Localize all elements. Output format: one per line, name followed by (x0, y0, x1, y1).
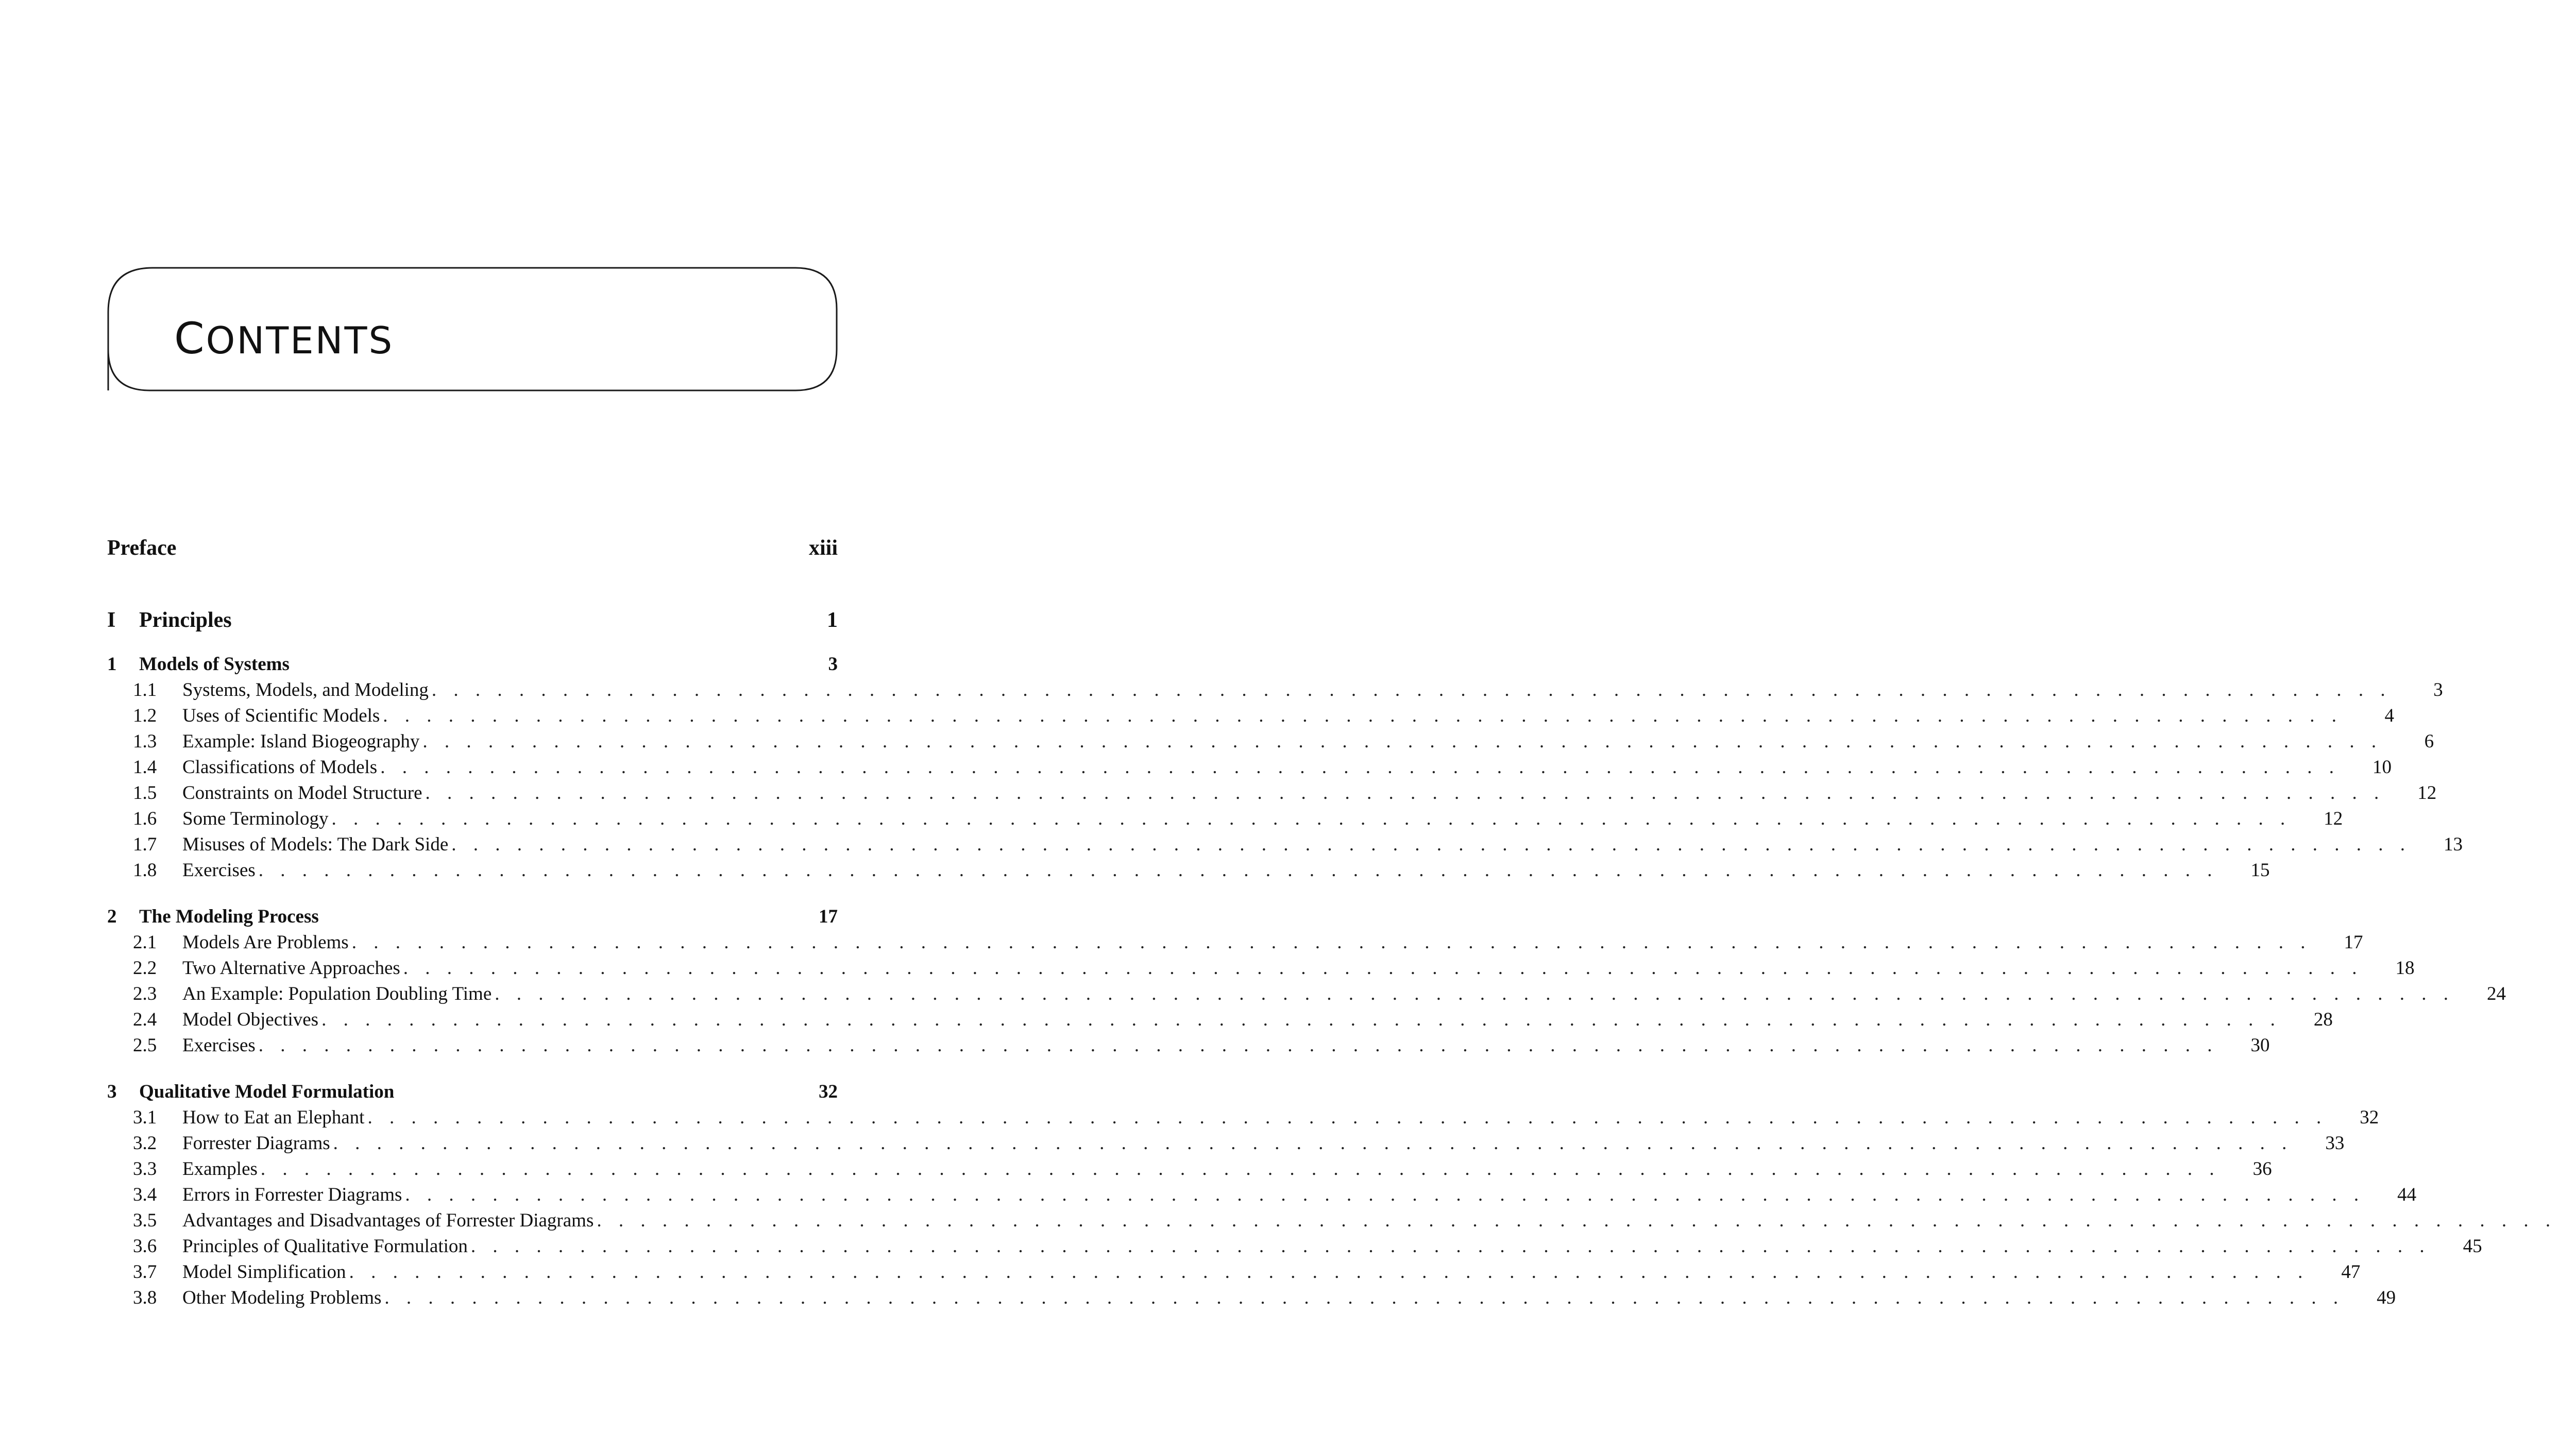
dot-leader: . . . . . . . . . . . . . . . . . . . . . . . . . . . . . . . . . . . . . . . . . . . . . . . . . . . . . . . . . . . . . . . . . . . . . . . . . . . . . . . . . . . . . . . . . . (451, 834, 2411, 855)
section-title: Some Terminology (182, 808, 329, 829)
section-number: 2.3 (133, 983, 157, 1004)
section-title: Model Simplification (182, 1261, 346, 1283)
preface-entry[interactable] (107, 536, 838, 560)
section-entry[interactable] (107, 1235, 2482, 1261)
section-page: 45 (2463, 1236, 2482, 1257)
section-page: 24 (2487, 983, 2506, 1004)
dot-leader: . . . . . . . . . . . . . . . . . . . . . . . . . . . . . . . . . . . . . . . . . . . . . . . . . . . . . . . . . . . . . . . . . . . . . . . . . . . . . . . . . . . . . . . . . . (321, 1009, 2281, 1030)
section-title: Models Are Problems (182, 932, 349, 953)
section-title: Example: Island Biogeography (182, 731, 420, 752)
section-page: 12 (2417, 782, 2437, 804)
section-number: 1.6 (133, 808, 157, 829)
dot-leader: . . . . . . . . . . . . . . . . . . . . . . . . . . . . . . . . . . . . . . . . . . . . . . . . . . . . . . . . . . . . . . . . . . . . . . . . . . . . . . . . . . . . . . . . . . (380, 757, 2340, 778)
section-page: 47 (2341, 1261, 2361, 1283)
part-page: 1 (827, 608, 838, 632)
section-title: Other Modeling Problems (182, 1287, 382, 1308)
section-page: 13 (2444, 834, 2463, 855)
section-title: Model Objectives (182, 1009, 319, 1030)
preface-page: xiii (808, 536, 838, 560)
section-entry[interactable] (107, 1261, 2361, 1287)
part-number: I (107, 608, 116, 632)
section-number: 1.5 (133, 782, 157, 804)
section-entry[interactable] (107, 808, 2343, 833)
section-title: Advantages and Disadvantages of Forrester Diagrams (182, 1210, 594, 1231)
dot-leader: . . . . . . . . . . . . . . . . . . . . . . . . . . . . . . . . . . . . . . . . . . . . . . . . . . . . . . . . . . . . . . . . . . . . . . . . . . . . . . . . . . . . . . . . . . (260, 1158, 2221, 1180)
section-page: 10 (2372, 757, 2392, 778)
dot-leader: . . . . . . . . . . . . . . . . . . . . . . . . . . . . . . . . . . . . . . . . . . . . . . . . . . . . . . . . . . . . . . . . . . . . . . . . . . . . . . . . . . . . . . . . . . (331, 808, 2292, 829)
section-page: 28 (2313, 1009, 2333, 1030)
chapter-entry[interactable] (107, 653, 838, 679)
section-number: 1.7 (133, 834, 157, 855)
section-entry[interactable] (107, 1184, 2417, 1209)
section-page: 18 (2395, 958, 2415, 979)
preface-title: Preface (107, 536, 177, 560)
section-title: Two Alternative Approaches (182, 958, 400, 979)
section-number: 2.4 (133, 1009, 157, 1030)
section-entry[interactable] (107, 931, 2363, 957)
section-title: Systems, Models, and Modeling (182, 679, 429, 701)
section-entry[interactable] (107, 782, 2437, 808)
section-number: 2.2 (133, 958, 157, 979)
section-number: 2.1 (133, 932, 157, 953)
chapter-entry[interactable] (107, 1081, 838, 1106)
section-page: 4 (2384, 705, 2395, 726)
dot-leader: . . . . . . . . . . . . . . . . . . . . . . . . . . . . . . . . . . . . . . . . . . . . . . . . . . . . . . . . . . . . . . . . . . . . . . . . . . . . . . . . . . . . . . . . . . (405, 1184, 2365, 1205)
contents-heading-frame (107, 267, 838, 391)
section-entry[interactable] (107, 983, 2506, 1009)
section-entry[interactable] (107, 1034, 2270, 1060)
section-page: 32 (2360, 1107, 2379, 1128)
section-number: 2.5 (133, 1035, 157, 1056)
part-entry[interactable] (107, 608, 838, 633)
dot-leader: . . . . . . . . . . . . . . . . . . . . . . . . . . . . . . . . . . . . . . . . . . . . . . . . . . . . . . . . . . . . . . . . . . . . . . . . . . . . . . . . . . . . . . . . . . (422, 731, 2383, 752)
section-page: 15 (2250, 860, 2270, 881)
section-page: 36 (2252, 1158, 2272, 1180)
section-title: Examples (182, 1158, 258, 1180)
chapter-page: 32 (819, 1081, 838, 1102)
dot-leader: . . . . . . . . . . . . . . . . . . . . . . . . . . . . . . . . . . . . . . . . . . . . . . . . . . . . . . . . . . . . . . . . . . . . . . . . . . . . . . . . . . . . . . . . . . (333, 1133, 2293, 1154)
section-entry[interactable] (107, 833, 2463, 859)
chapter-block (107, 653, 2463, 885)
section-number: 1.3 (133, 731, 157, 752)
section-entry[interactable] (107, 859, 2270, 885)
section-title: Classifications of Models (182, 757, 378, 778)
dot-leader: . . . . . . . . . . . . . . . . . . . . . . . . . . . . . . . . . . . . . . . . . . . . . . . . . . . . . . . . . . . . . . . . . . . . . . . . . . . . . . . . . . . . . . . . . . (383, 705, 2343, 726)
section-title: An Example: Population Doubling Time (182, 983, 492, 1004)
section-page: 49 (2377, 1287, 2396, 1308)
chapter-entry[interactable] (107, 906, 838, 931)
contents-title-text: CONTENTS (174, 313, 394, 364)
chapter-page: 3 (828, 654, 838, 675)
section-page: 44 (2397, 1184, 2417, 1205)
section-number: 3.5 (133, 1210, 157, 1231)
dot-leader: . . . . . . . . . . . . . . . . . . . . . . . . . . . . . . . . . . . . . . . . . . . . . . . . . . . . . . . . . . . . . . . . . . . . . . . . . . . . . . . . . . . . . . . . . . (258, 860, 2218, 881)
dot-leader: . . . . . . . . . . . . . . . . . . . . . . . . . . . . . . . . . . . . . . . . . . . . . . . . . . . . . . . . . . . . . . . . . . . . . . . . . . . . . . . . . . . . . . . . . . (367, 1107, 2328, 1128)
section-number: 1.8 (133, 860, 157, 881)
section-title: Exercises (182, 1035, 256, 1056)
chapter-block (107, 1081, 2557, 1312)
dot-leader: . . . . . . . . . . . . . . . . . . . . . . . . . . . . . . . . . . . . . . . . . . . . . . . . . . . . . . . . . . . . . . . . . . . . . . . . . . . . . . . . . . . . . . . . . . (258, 1035, 2218, 1056)
dot-leader: . . . . . . . . . . . . . . . . . . . . . . . . . . . . . . . . . . . . . . . . . . . . . . . . . . . . . . . . . . . . . . . . . . . . . . . . . . . . . . . . . . . . . . . . . . (495, 983, 2454, 1004)
section-number: 3.2 (133, 1133, 157, 1154)
section-number: 1.2 (133, 705, 157, 726)
dot-leader: . . . . . . . . . . . . . . . . . . . . . . . . . . . . . . . . . . . . . . . . . . . . . . . . . . . . . . . . . . . . . . . . . . . . . . . . . . . . . . . . . . . . . . . . . . (470, 1236, 2431, 1257)
chapter-number: 3 (107, 1081, 117, 1102)
chapter-number: 2 (107, 906, 117, 927)
section-entry[interactable] (107, 1132, 2345, 1158)
section-entry[interactable] (107, 756, 2392, 782)
dot-leader: . . . . . . . . . . . . . . . . . . . . . . . . . . . . . . . . . . . . . . . . . . . . . . . . . . . . . . . . . . . . . . . . . . . . . . . . . . . . . . . . . . . . . . . . . . (425, 782, 2385, 804)
table-of-contents (107, 536, 2557, 1333)
section-title: Misuses of Models: The Dark Side (182, 834, 449, 855)
dot-leader: . . . . . . . . . . . . . . . . . . . . . . . . . . . . . . . . . . . . . . . . . . . . . . . . . . . . . . . . . . . . . . . . . . . . . . . . . . . . . . . . . . . . . . . . . . (597, 1210, 2557, 1231)
section-number: 3.6 (133, 1236, 157, 1257)
section-title: Forrester Diagrams (182, 1133, 330, 1154)
section-entry[interactable] (107, 1287, 2396, 1312)
part-title: Principles (139, 608, 232, 632)
section-title: How to Eat an Elephant (182, 1107, 365, 1128)
section-number: 1.1 (133, 679, 157, 701)
section-number: 3.3 (133, 1158, 157, 1180)
contents-title (174, 313, 394, 364)
section-number: 1.4 (133, 757, 157, 778)
section-title: Exercises (182, 860, 256, 881)
section-number: 3.7 (133, 1261, 157, 1283)
section-page: 17 (2344, 932, 2363, 953)
section-entry[interactable] (107, 730, 2434, 756)
section-entry[interactable] (107, 957, 2415, 983)
section-page: 3 (2433, 679, 2443, 701)
chapter-title: The Modeling Process (139, 906, 319, 927)
section-number: 3.1 (133, 1107, 157, 1128)
chapter-block (107, 906, 2506, 1060)
section-page: 33 (2325, 1133, 2345, 1154)
section-entry[interactable] (107, 679, 2443, 705)
section-entry[interactable] (107, 705, 2395, 730)
chapter-list (107, 653, 2557, 1312)
section-title: Constraints on Model Structure (182, 782, 422, 804)
section-page: 12 (2324, 808, 2343, 829)
section-entry[interactable] (107, 1158, 2272, 1184)
section-number: 3.8 (133, 1287, 157, 1308)
dot-leader: . . . . . . . . . . . . . . . . . . . . . . . . . . . . . . . . . . . . . . . . . . . . . . . . . . . . . . . . . . . . . . . . . . . . . . . . . . . . . . . . . . . . . . . . . . (384, 1287, 2345, 1308)
section-title: Errors in Forrester Diagrams (182, 1184, 402, 1205)
chapter-number: 1 (107, 654, 117, 675)
chapter-title: Models of Systems (139, 654, 290, 675)
section-entry[interactable] (107, 1106, 2379, 1132)
section-title: Uses of Scientific Models (182, 705, 380, 726)
section-entry[interactable] (107, 1009, 2333, 1034)
chapter-page: 17 (819, 906, 838, 927)
dot-leader: . . . . . . . . . . . . . . . . . . . . . . . . . . . . . . . . . . . . . . . . . . . . . . . . . . . . . . . . . . . . . . . . . . . . . . . . . . . . . . . . . . . . . . . . . . (351, 932, 2312, 953)
dot-leader: . . . . . . . . . . . . . . . . . . . . . . . . . . . . . . . . . . . . . . . . . . . . . . . . . . . . . . . . . . . . . . . . . . . . . . . . . . . . . . . . . . . . . . . . . . (349, 1261, 2309, 1283)
section-entry[interactable] (107, 1209, 2557, 1235)
dot-leader: . . . . . . . . . . . . . . . . . . . . . . . . . . . . . . . . . . . . . . . . . . . . . . . . . . . . . . . . . . . . . . . . . . . . . . . . . . . . . . . . . . . . . . . . . . (403, 958, 2363, 979)
section-page: 6 (2424, 731, 2434, 752)
dot-leader: . . . . . . . . . . . . . . . . . . . . . . . . . . . . . . . . . . . . . . . . . . . . . . . . . . . . . . . . . . . . . . . . . . . . . . . . . . . . . . . . . . . . . . . . . . (431, 679, 2392, 701)
section-title: Principles of Qualitative Formulation (182, 1236, 468, 1257)
section-number: 3.4 (133, 1184, 157, 1205)
section-page: 30 (2250, 1035, 2270, 1056)
chapter-title: Qualitative Model Formulation (139, 1081, 395, 1102)
